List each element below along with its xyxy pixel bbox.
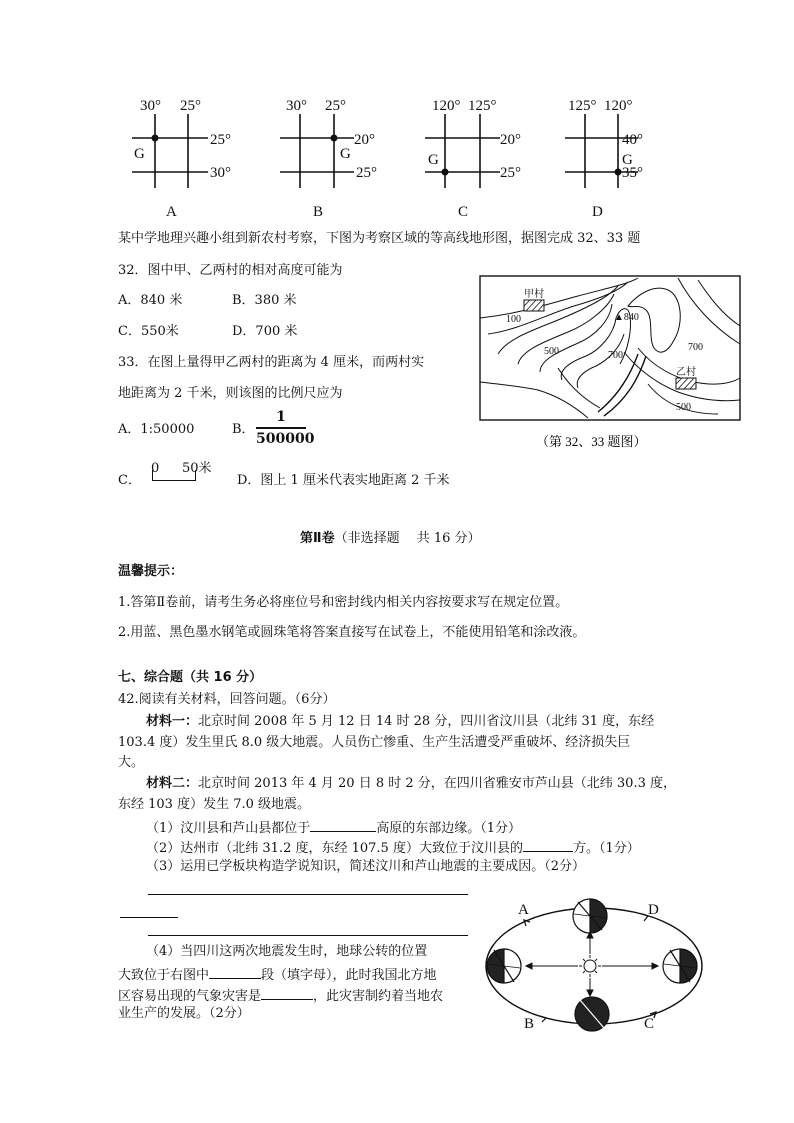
option-d-label: D — [592, 204, 603, 220]
sun-icon — [579, 955, 601, 977]
q42-sub-4-line-2 — [118, 964, 437, 985]
option-c-label: C — [458, 204, 469, 220]
option-a-label: A — [166, 204, 177, 220]
q33-option-c-scale-bar — [150, 460, 214, 484]
answer-line-2[interactable] — [120, 917, 178, 918]
option-b-label: B — [313, 204, 324, 220]
sub1-text-a: （1）汶川县和芦山县都位于 — [146, 821, 311, 836]
label: 25° — [356, 165, 377, 181]
sub2-text-a: （2）达州市（北纬 31.2 度，东经 107.5 度）大致位于汶川县的 — [146, 841, 523, 856]
point-g-d — [615, 169, 622, 176]
q32-option-d: D．700 米 — [232, 324, 298, 339]
tips-heading: 温馨提示： — [118, 564, 184, 579]
answer-line-1[interactable] — [148, 894, 468, 895]
answer-blank-plateau[interactable] — [310, 817, 376, 832]
q33-option-d: D．图上 1 厘米代表实地距离 2 千米 — [237, 473, 450, 488]
section2-title-rest: （非选择题 共 16 分） — [334, 531, 481, 546]
answer-blank-disaster[interactable] — [261, 985, 313, 1000]
earth-bottom — [575, 997, 609, 1031]
section7-heading: 七、综合题（共 16 分） — [118, 670, 263, 685]
answer-blank-direction[interactable] — [523, 837, 573, 852]
earth-left — [487, 949, 521, 983]
label: 20° — [500, 132, 521, 148]
orbit-label-a: A — [518, 902, 529, 918]
q42-material-1-line-2: 103.4 度）发生里氏 8.0 级大地震。人员伤亡惨重、生产生活遭受严重破坏、经济损失巨 — [118, 735, 631, 750]
answer-blank-segment[interactable] — [209, 964, 261, 979]
section2-title-bold: 第Ⅱ卷 — [300, 531, 335, 546]
label: 40° — [622, 132, 643, 148]
label: G — [340, 146, 351, 162]
label: G — [134, 146, 145, 162]
scale-end: 50米 — [182, 461, 212, 476]
label: 25° — [180, 98, 201, 114]
q42-sub-2 — [146, 837, 640, 858]
sub4-text-b: 段（填字母），此时我国北方地 — [261, 968, 437, 983]
material-1-text: 北京时间 2008 年 5 月 12 日 14 时 28 分，四川省汶川县（北纬 31 度，东经 — [198, 714, 655, 729]
section2-title — [300, 530, 481, 548]
q33-stem-2: 地距离为 2 千米，则该图的比例尺应为 — [118, 386, 343, 401]
q42-stem: 42.阅读有关材料，回答问题。（6分） — [118, 692, 336, 707]
orbit-label-d: D — [648, 902, 659, 918]
point-g-a — [152, 135, 159, 142]
q33-option-a: A．1:50000 — [118, 422, 195, 437]
grid-options-figure — [110, 92, 690, 222]
answer-line-3[interactable] — [148, 935, 468, 936]
intro-text: 某中学地理兴趣小组到新农村考察，下图为考察区域的等高线地形图，据图完成 32、33 题 — [118, 231, 641, 246]
village-yi-label: 乙村 — [676, 367, 696, 378]
contour-map-caption: （第 32、33 题图） — [536, 434, 647, 449]
q42-sub-4-line-1: （4）当四川这两次地震发生时，地球公转的位置 — [146, 944, 428, 959]
q33-option-c-prefix: C． — [118, 473, 141, 488]
peak-label: ▲840 — [614, 312, 639, 323]
q33-option-b-prefix: B． — [232, 422, 255, 437]
q42-material-1-line-3: 大。 — [118, 755, 145, 770]
earth-right — [663, 949, 697, 983]
sub1-text-b: 高原的东部边缘。（1分） — [376, 821, 522, 836]
fraction-numerator: 1 — [276, 409, 286, 425]
label: 30° — [286, 98, 307, 114]
label: G — [622, 152, 633, 168]
contour-label: 500 — [544, 346, 559, 357]
label: 30° — [210, 165, 231, 181]
tips-item-1: 1.答第Ⅱ卷前，请考生务必将座位号和密封线内相关内容按要求写在规定位置。 — [118, 595, 569, 610]
q32-option-b: B．380 米 — [232, 293, 297, 308]
q33-stem-1: 33．在图上量得甲乙两村的距离为 4 厘米，而两村实 — [118, 355, 425, 370]
q42-material-1-line-1 — [146, 713, 654, 731]
label: 125° — [568, 98, 597, 114]
sub4-text-c: 区容易出现的气象灾害是 — [118, 989, 262, 1004]
label: 25° — [325, 98, 346, 114]
q42-material-2-line-1 — [146, 775, 676, 793]
q42-sub-4-line-3 — [118, 985, 443, 1006]
q32-option-a: A．840 米 — [118, 293, 183, 308]
q42-sub-1 — [146, 817, 521, 838]
material-1-label: 材料一： — [146, 714, 199, 729]
q32-option-c: C．550米 — [118, 324, 179, 339]
scale-start: 0 — [151, 461, 160, 476]
label: 25° — [210, 132, 231, 148]
earth-top — [573, 899, 607, 933]
q42-material-2-line-2: 东经 103 度）发生 7.0 级地震。 — [118, 797, 311, 812]
fraction-denominator: 500000 — [256, 431, 315, 447]
earth-orbit-figure — [480, 884, 710, 1044]
orbit-label-c: C — [644, 1016, 655, 1032]
point-g-c — [442, 169, 449, 176]
contour-label: 700 — [608, 350, 623, 361]
sub2-text-b: 方。（1分） — [572, 841, 640, 856]
q33-option-b-fraction — [256, 408, 315, 448]
label: 120° — [604, 98, 633, 114]
contour-label: 100 — [506, 314, 521, 325]
tips-item-2: 2.用蓝、黑色墨水钢笔或圆珠笔将答案直接写在试卷上，不能使用铅笔和涂改液。 — [118, 625, 586, 640]
label: 125° — [468, 98, 497, 114]
label: 120° — [432, 98, 461, 114]
contour-label: 500 — [676, 402, 691, 413]
contour-map — [478, 274, 744, 454]
material-2-label: 材料二： — [146, 776, 199, 791]
point-g-b — [331, 135, 338, 142]
village-jia-label: 甲村 — [524, 289, 544, 300]
label: 25° — [500, 165, 521, 181]
sub4-text-d: ，此灾害制约着当地农 — [313, 989, 444, 1004]
orbit-label-b: B — [524, 1016, 535, 1032]
q42-sub-4-line-4: 业生产的发展。（2分） — [118, 1006, 250, 1021]
label: G — [428, 152, 439, 168]
sub4-text-a: 大致位于右图中 — [118, 968, 210, 983]
contour-label: 700 — [688, 342, 703, 353]
label: 30° — [140, 98, 161, 114]
q32-stem: 32．图中甲、乙两村的相对高度可能为 — [118, 263, 343, 278]
material-2-text: 北京时间 2013 年 4 月 20 日 8 时 2 分，在四川省雅安市芦山县（北纬 30.3 度， — [198, 776, 676, 791]
label: 35° — [622, 165, 643, 181]
q42-sub-3: （3）运用已学板块构造学说知识，简述汶川和芦山地震的主要成因。（2分） — [146, 859, 586, 874]
label: 20° — [354, 132, 375, 148]
